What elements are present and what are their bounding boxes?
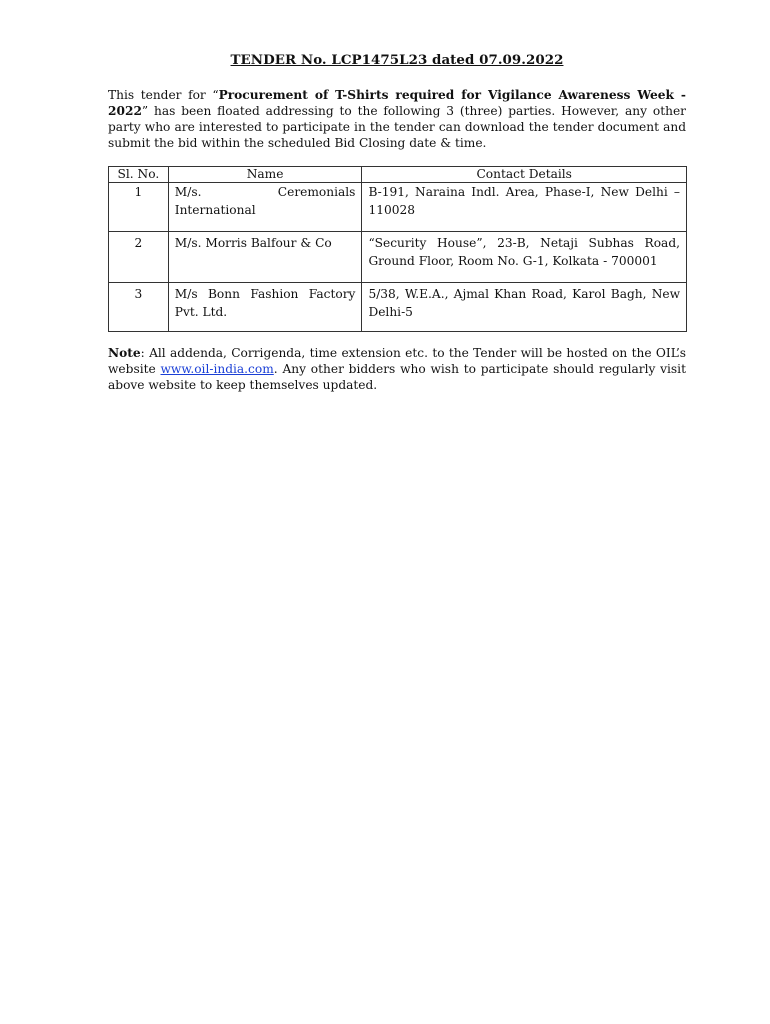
header-name: Name bbox=[168, 167, 362, 183]
row-party-name: M/s. Morris Balfour & Co bbox=[168, 232, 362, 283]
row-contact-details: 5/38, W.E.A., Ajmal Khan Road, Karol Bagh, New Delhi-5 bbox=[362, 283, 687, 332]
table-header-row bbox=[109, 167, 687, 183]
tender-title: TENDER No. LCP1475L23 dated 07.09.2022 bbox=[230, 52, 564, 68]
intro-prefix: This tender for “ bbox=[108, 88, 219, 102]
row-party-name: M/s Bonn Fashion Factory Pvt. Ltd. bbox=[168, 283, 362, 332]
note-text-before-link: : All addenda, Corrigenda, time extension etc. to the Tender will be hosted on the OIL’s website bbox=[108, 346, 686, 376]
row-contact-details: B-191, Naraina Indl. Area, Phase-I, New Delhi – 110028 bbox=[362, 183, 687, 232]
note-text-after-link: . Any other bidders who wish to participate should regularly visit above website to keep themselves updated. bbox=[108, 362, 686, 392]
row-sl-no: 2 bbox=[109, 232, 169, 283]
row-sl-no: 3 bbox=[109, 283, 169, 332]
table-row bbox=[109, 232, 687, 283]
header-contact-details: Contact Details bbox=[362, 167, 687, 183]
parties-table bbox=[108, 166, 687, 332]
header-sl-no: Sl. No. bbox=[109, 167, 169, 183]
row-contact-details: “Security House”, 23-B, Netaji Subhas Road, Ground Floor, Room No. G-1, Kolkata - 700001 bbox=[362, 232, 687, 283]
website-link[interactable]: www.oil-india.com bbox=[160, 362, 274, 376]
note-paragraph bbox=[108, 345, 686, 393]
intro-paragraph bbox=[108, 87, 686, 151]
tender-subject: Procurement of T-Shirts required for Vigilance Awareness Week - 2022 bbox=[108, 88, 686, 118]
table-row bbox=[109, 183, 687, 232]
table-row bbox=[109, 283, 687, 332]
row-party-name: M/s. Ceremonials International bbox=[168, 183, 362, 232]
intro-suffix: ” has been floated addressing to the following 3 (three) parties. However, any other party who are interested to participate in the tender can download the tender document and submit the bid within the scheduled Bid Closing date & time. bbox=[108, 104, 686, 150]
note-label: Note bbox=[108, 346, 141, 360]
row-sl-no: 1 bbox=[109, 183, 169, 232]
